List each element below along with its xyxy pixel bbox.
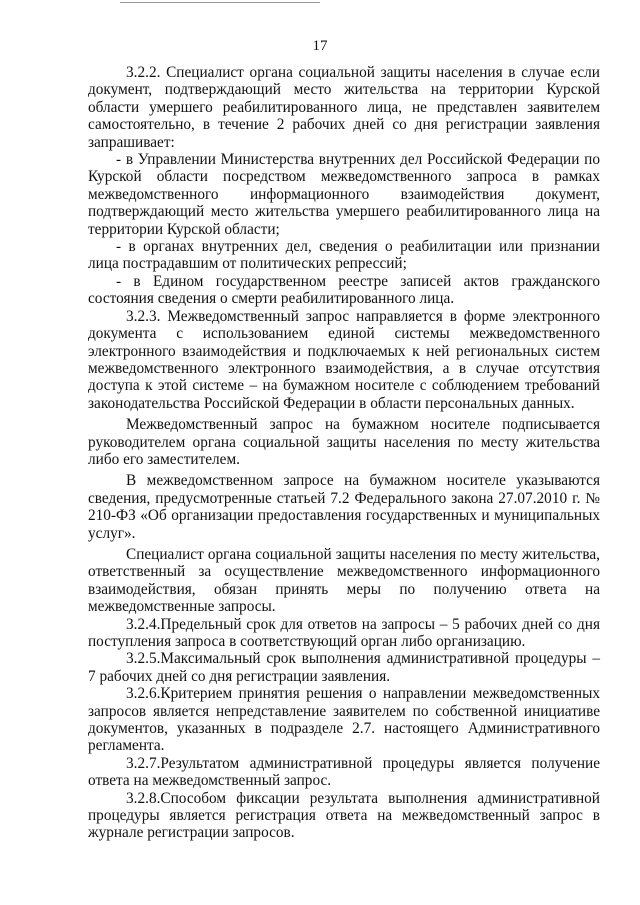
scan-edge-line [120,2,320,3]
paragraph-3-2-4: 3.2.4.Предельный срок для ответов на запросы – 5 рабочих дней со дня поступления запроса в соответствующий орган либо организацию. [88,615,600,650]
list-item-mvd-request: - в Управлении Министерства внутренних дел Российской Федерации по Курской области посредством межведомственного запроса в рамках межведомственного информационного взаимодействия документ, подтверждающий место жительства умершего реабилитированного лица на территории Курской области; [88,151,600,238]
list-item-internal-affairs: - в органах внутренних дел, сведения о реабилитации или признании лица пострадавшим от политических репрессий; [88,238,600,273]
paragraph-paper-request-contents: В межведомственном запросе на бумажном носителе указываются сведения, предусмотренные статьей 7.2 Федерального закона 27.07.2010 г. № 210-ФЗ «Об организации предоставления государственных и муниципальных услуг». [88,472,600,542]
paragraph-3-2-5: 3.2.5.Максимальный срок выполнения административной процедуры – 7 рабочих дней со дня регистрации заявления. [88,650,600,685]
list-item-civil-registry: - в Едином государственном реестре записей актов гражданского состояния сведения о смерти реабилитированного лица. [88,272,600,308]
paragraph-3-2-6: 3.2.6.Критерием принятия решения о направлении межведомственных запросов является непредставление заявителем по собственной инициативе документов, указанных в подразделе 2.7. настоящего Административного регламента. [88,685,600,755]
paragraph-3-2-2: 3.2.2. Специалист органа социальной защиты населения в случае если документ, подтверждающий место жительства на территории Курской области умершего реабилитированного лица, не представлен заявителем самостоятельно, в течение 2 рабочих дней со дня регистрации заявления запрашивает: [88,64,600,151]
paragraph-3-2-8: 3.2.8.Способом фиксации результата выполнения административной процедуры является регистрация ответа на межведомственный запрос в журнале регистрации запросов. [88,789,600,842]
document-body [88,64,600,842]
paragraph-paper-request-signature: Межведомственный запрос на бумажном носителе подписывается руководителем органа социальной защиты населения по месту жительства либо его заместителем. [88,416,600,468]
page-number: 17 [312,38,328,54]
paragraph-3-2-3: 3.2.3. Межведомственный запрос направляется в форме электронного документа с использованием единой системы межведомственного электронного взаимодействия и подключаемых к ней региональных систем межведомственного электронного взаимодействия, а в случае отсутствия доступа к этой системе – на бумажном носителе с соблюдением требований законодательства Российской Федерации в области персональных данных. [88,307,600,412]
paragraph-specialist-duty: Специалист органа социальной защиты населения по месту жительства, ответственный за осуществление межведомственного информационного взаимодействия, обязан принять меры по получению ответа на межведомственные запросы. [88,545,600,616]
paragraph-3-2-7: 3.2.7.Результатом административной процедуры является получение ответа на межведомственный запрос. [88,754,600,790]
